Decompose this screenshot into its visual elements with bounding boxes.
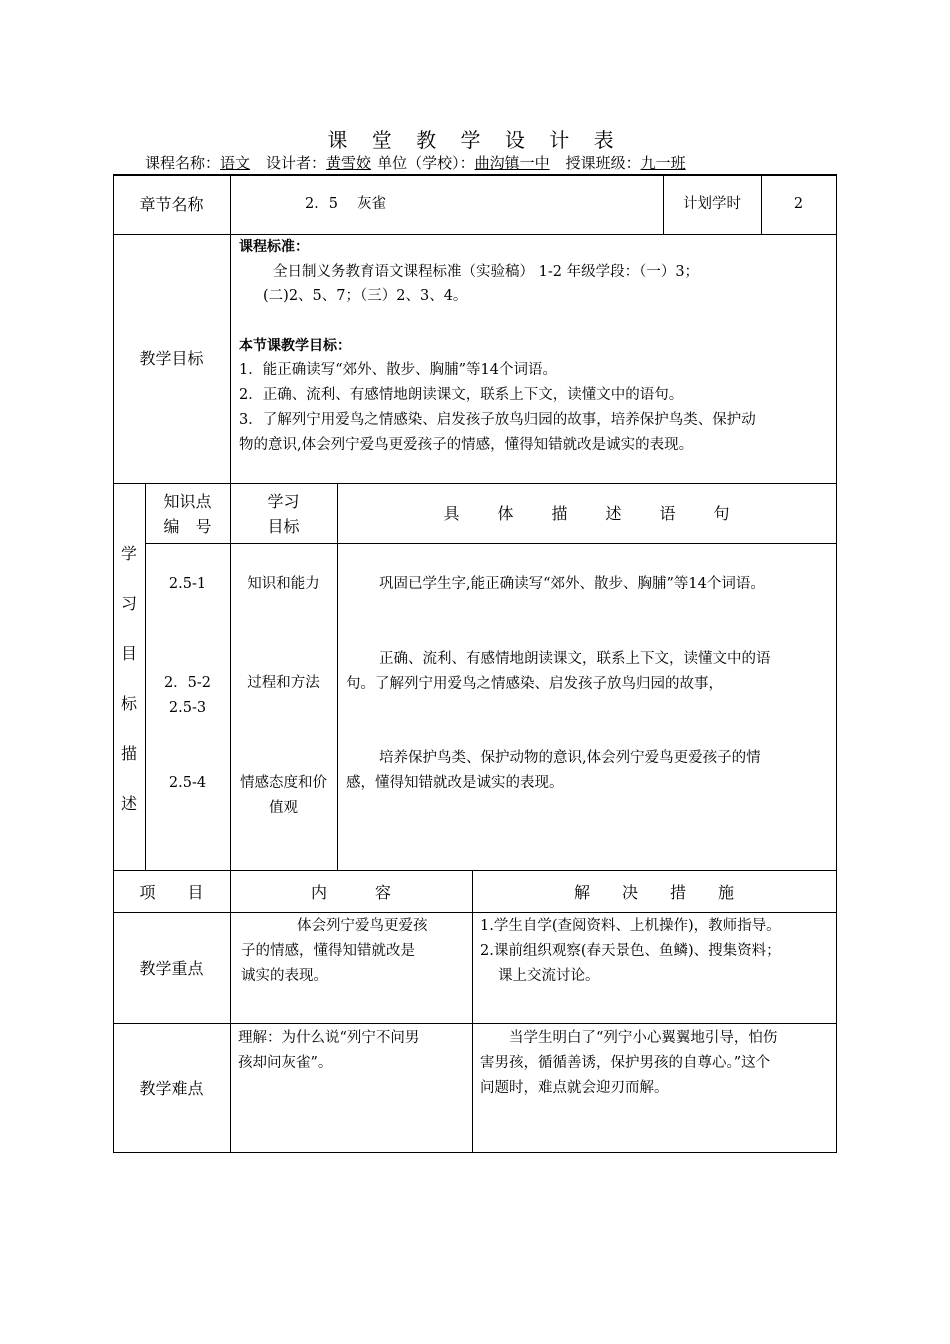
lesson-goal-item: 2．正确、流利、有感情地朗读课文，联系上下文，读懂文中的语句。 — [239, 387, 684, 403]
point-code: 2．5-2 — [163, 675, 212, 691]
key-point-content: 诚实的表现。 — [241, 968, 328, 984]
class-value: 九一班 — [640, 154, 686, 172]
learning-side-char: 习 — [120, 594, 137, 613]
designer-value: 黄雪姣 — [326, 154, 372, 172]
col-header-goal: 学习 — [267, 492, 300, 511]
designer-label: 设计者： — [266, 154, 327, 172]
difficulty-label: 教学难点 — [139, 1079, 204, 1098]
document-title: 课 堂 教 学 设 计 表 — [327, 128, 623, 152]
unit-label: 单位（学校）： — [377, 154, 475, 172]
difficulty-solution: 问题时，难点就会迎刃而解。 — [480, 1080, 669, 1096]
learning-goal-type: 知识和能力 — [247, 576, 320, 592]
class-label: 授课班级： — [565, 154, 641, 172]
key-point-label: 教学重点 — [139, 959, 204, 978]
learning-side-char: 述 — [120, 794, 137, 813]
chapter-value: 2．5 灰雀 — [305, 196, 387, 212]
lesson-design-table — [113, 174, 837, 1153]
course-standard-line: 全日制义务教育语文课程标准（实验稿） 1-2 年级学段：（一）3； — [273, 264, 700, 280]
learning-side-char: 标 — [120, 694, 137, 713]
course-value: 语文 — [220, 154, 251, 172]
learning-goal-type: 过程和方法 — [247, 675, 320, 691]
goal-description: 正确、流利、有感情地朗读课文，联系上下文，读懂文中的语 — [379, 651, 771, 667]
key-point-solution: 2.课前组织观察(春天景色、鱼鳞)、搜集资料； — [480, 943, 781, 959]
lesson-goal-item: 1．能正确读写“郊外、散步、胸脯”等14个词语。 — [239, 362, 557, 378]
col-header-solution: 解 决 措 施 — [573, 883, 734, 902]
unit-value: 曲沟镇一中 — [474, 154, 550, 172]
key-point-solution: 1.学生自学(查阅资料、上机操作)，教师指导。 — [480, 918, 781, 934]
goal-description: 感，懂得知错就改是诚实的表现。 — [346, 775, 564, 791]
learning-side-char: 描 — [120, 744, 137, 763]
difficulty-content: 理解：为什么说“列宁不问男 — [238, 1030, 420, 1046]
lesson-goal-item: 物的意识,体会列宁爱鸟更爱孩子的情感，懂得知错就改是诚实的表现。 — [239, 437, 694, 453]
teaching-goals-label: 教学目标 — [139, 349, 204, 368]
learning-side-char: 目 — [120, 644, 137, 663]
lesson-goals-heading: 本节课教学目标： — [239, 338, 351, 354]
course-standard-heading: 课程标准： — [239, 239, 309, 255]
goal-description: 句。了解列宁用爱鸟之情感染、启发孩子放鸟归园的故事， — [346, 676, 723, 692]
course-meta-line — [145, 152, 686, 173]
goal-description: 培养保护鸟类、保护动物的意识,体会列宁爱鸟更爱孩子的情 — [379, 750, 761, 766]
col-header-item: 项 目 — [139, 883, 204, 902]
key-point-content: 体会列宁爱鸟更爱孩 — [297, 918, 428, 934]
planned-hours-label: 计划学时 — [683, 196, 741, 212]
learning-goal-type: 值观 — [269, 800, 298, 816]
col-header-goal: 目标 — [267, 517, 300, 536]
col-header-point: 知识点 — [163, 492, 212, 511]
course-label: 课程名称： — [145, 154, 221, 172]
learning-goal-type: 情感态度和价 — [240, 775, 327, 791]
key-point-solution: 课上交流讨论。 — [498, 968, 600, 984]
col-header-content: 内 容 — [310, 883, 391, 902]
course-standard-line: (二)2、5、7；（三）2、3、4。 — [263, 288, 468, 304]
learning-side-char: 学 — [120, 544, 137, 563]
chapter-label: 章节名称 — [139, 195, 204, 214]
point-code: 2.5-1 — [168, 576, 207, 592]
col-header-description: 具体描述语句 — [443, 504, 768, 523]
point-code: 2.5-3 — [168, 700, 207, 716]
key-point-content: 子的情感，懂得知错就改是 — [241, 943, 415, 959]
col-header-point: 编 号 — [163, 517, 212, 536]
point-code: 2.5-4 — [168, 775, 207, 791]
difficulty-solution: 害男孩，循循善诱，保护男孩的自尊心。”这个 — [480, 1055, 771, 1071]
difficulty-solution: 当学生明白了“列宁小心翼翼地引导，怕伤 — [509, 1030, 778, 1046]
goal-description: 巩固已学生字,能正确读写“郊外、散步、胸脯”等14个词语。 — [379, 576, 765, 592]
planned-hours-value: 2 — [793, 196, 804, 212]
lesson-goal-item: 3．了解列宁用爱鸟之情感染、启发孩子放鸟归园的故事，培养保护鸟类、保护动 — [239, 412, 756, 428]
difficulty-content: 孩却问灰雀”。 — [238, 1055, 333, 1071]
